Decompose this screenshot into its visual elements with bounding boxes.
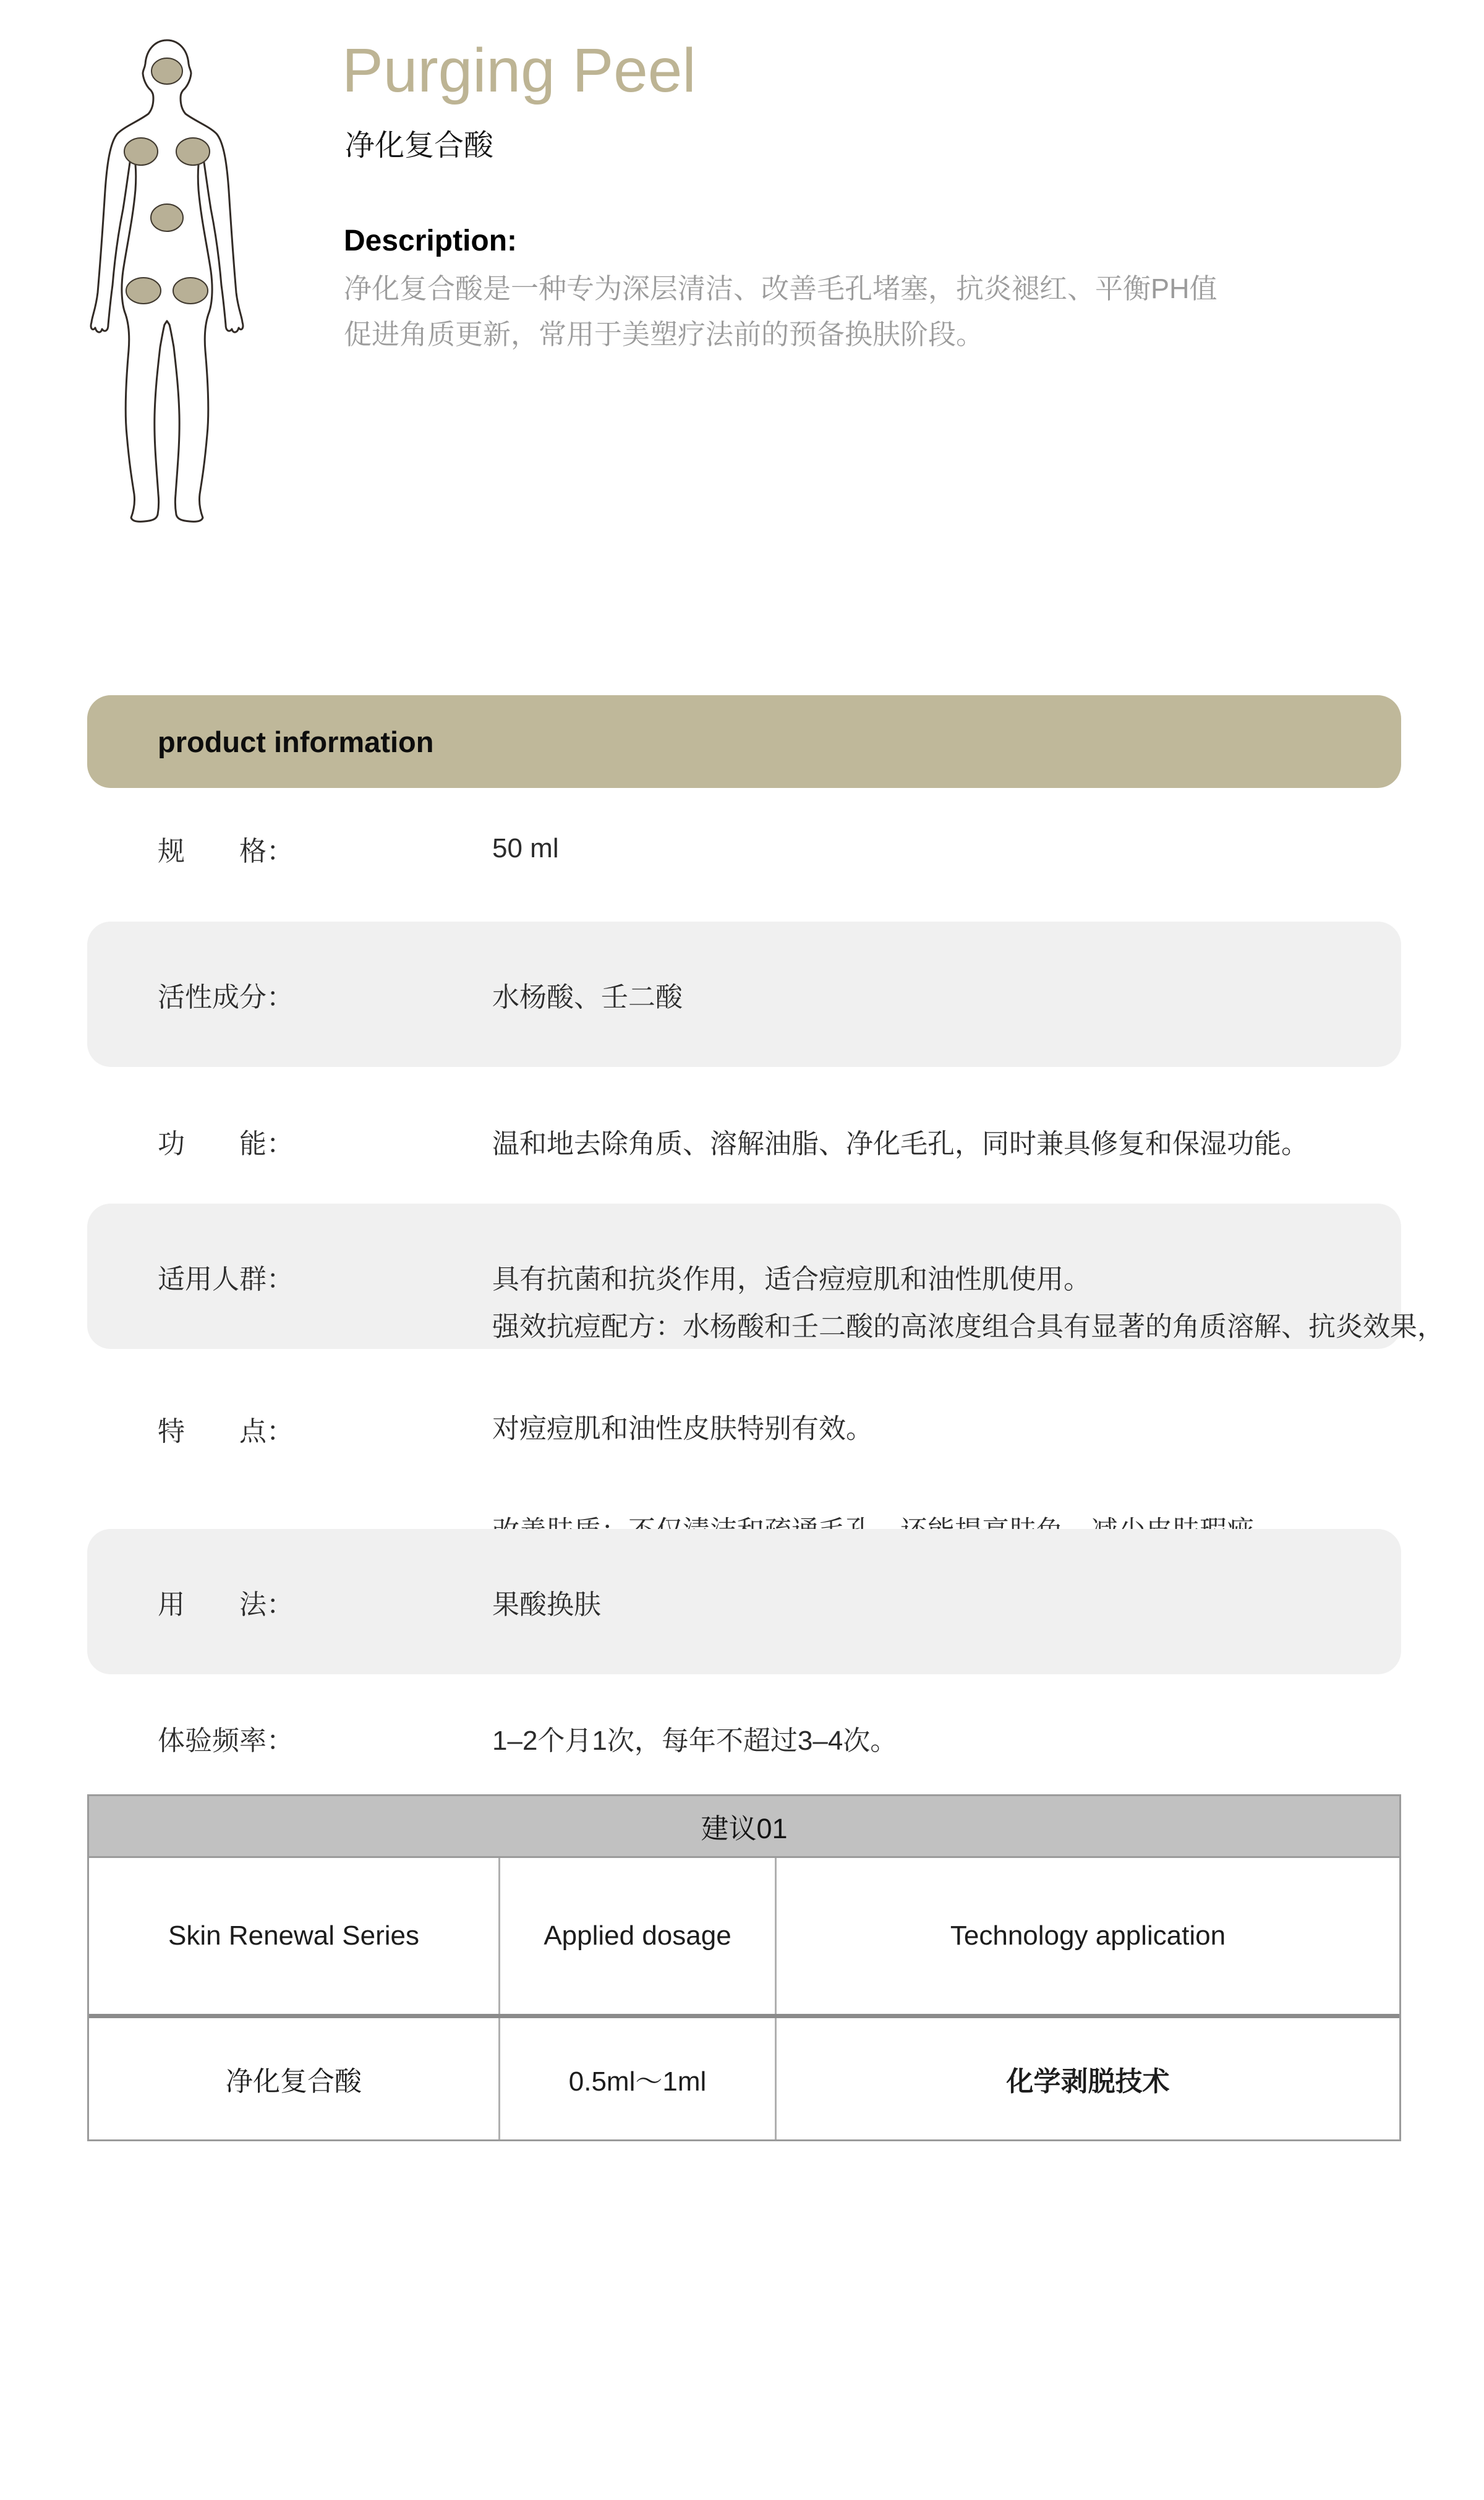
table-header-dosage: Applied dosage xyxy=(498,1858,775,2014)
spec-label-usage: 用 法： xyxy=(158,1589,294,1620)
spec-row-frequency xyxy=(87,1685,1401,1791)
section-header-bar xyxy=(87,695,1401,788)
table-cell-technology: 化学剥脱技术 xyxy=(775,2018,1399,2139)
description-line-1: 净化复合酸是一种专为深层清洁、改善毛孔堵塞，抗炎褪红、平衡PH值 xyxy=(344,273,1217,304)
recommendation-table-header-row xyxy=(89,1858,1399,2018)
spec-value-usage: 果酸换肤 xyxy=(492,1589,601,1620)
spec-label-features: 特 点： xyxy=(158,1416,294,1447)
spec-features-line-1: 强效抗痘配方：水杨酸和壬二酸的高浓度组合具有显著的角质溶解、抗炎效果， xyxy=(492,1311,1444,1342)
spec-features-line-2: 对痘痘肌和油性皮肤特别有效。 xyxy=(492,1413,873,1444)
spec-label-active-ingredients: 活性成分： xyxy=(158,982,294,1012)
recommendation-table xyxy=(87,1794,1401,2141)
spec-value-frequency: 1–2个月1次，每年不超过3–4次。 xyxy=(492,1726,898,1756)
spec-value-function: 温和地去除角质、溶解油脂、净化毛孔，同时兼具修复和保湿功能。 xyxy=(492,1129,1308,1159)
product-title-en: Purging Peel xyxy=(342,36,696,105)
spec-label-target-users: 适用人群： xyxy=(158,1264,294,1295)
table-header-series: Skin Renewal Series xyxy=(168,1920,419,1951)
description-line-2: 促进角质更新，常用于美塑疗法前的预备换肤阶段。 xyxy=(344,319,984,350)
treatment-zone-dot-chest-l xyxy=(124,138,158,165)
treatment-zone-dot-face xyxy=(151,58,182,84)
spec-row-active-ingredients xyxy=(87,922,1401,1067)
body-diagram xyxy=(87,34,247,523)
spec-row-size xyxy=(87,796,1401,901)
spec-row-usage xyxy=(87,1529,1401,1674)
treatment-zone-dot-hip-r xyxy=(173,278,208,304)
description-label: Description: xyxy=(344,225,518,257)
spec-label-frequency: 体验频率： xyxy=(158,1726,294,1756)
treatment-zone-dot-belly xyxy=(151,204,183,231)
product-title-zh: 净化复合酸 xyxy=(345,129,494,162)
table-cell-product-name: 净化复合酸 xyxy=(226,2066,362,2097)
spec-value-active-ingredients: 水杨酸、壬二酸 xyxy=(492,982,683,1012)
spec-label-size: 规 格： xyxy=(158,836,294,867)
table-cell-dosage: 0.5ml～1ml xyxy=(498,2018,775,2139)
recommendation-table-title: 建议01 xyxy=(89,1796,1399,1858)
spec-value-target-users: 具有抗菌和抗炎作用，适合痘痘肌和油性肌使用。 xyxy=(492,1264,1091,1295)
spec-label-function: 功 能： xyxy=(158,1129,294,1159)
spec-row-function xyxy=(87,1089,1401,1194)
treatment-zone-dot-hip-l xyxy=(126,278,161,304)
spec-value-size: 50 ml xyxy=(492,833,559,863)
body-outline xyxy=(91,40,243,521)
section-header-label: product information xyxy=(158,725,434,758)
treatment-zone-dot-chest-r xyxy=(176,138,210,165)
recommendation-table-data-row xyxy=(89,2018,1399,2139)
description-text xyxy=(344,266,1217,357)
table-header-technology: Technology application xyxy=(775,1858,1399,2014)
spec-row-features xyxy=(87,1311,1444,1483)
